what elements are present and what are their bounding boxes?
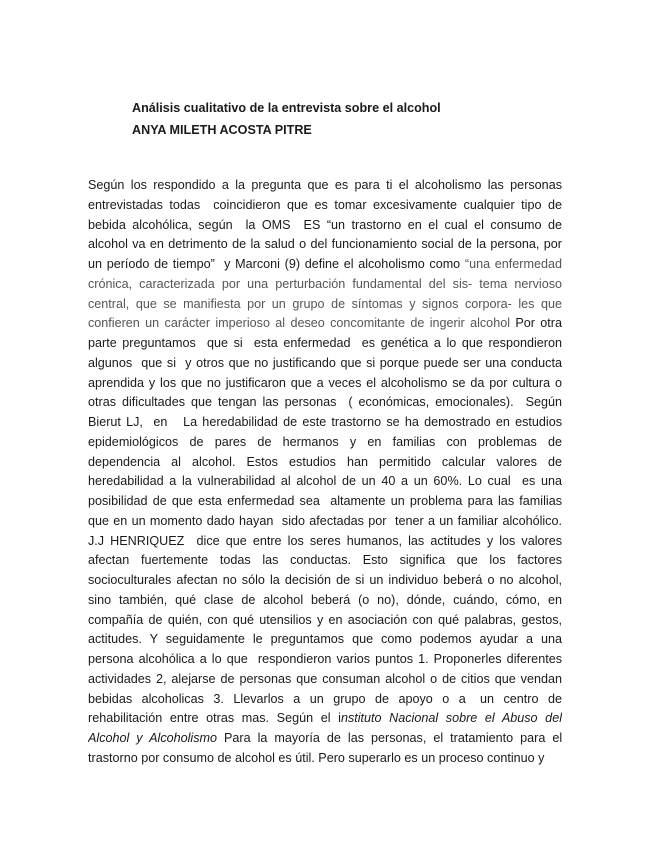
- text-line: [88, 591, 562, 611]
- text-line: [88, 453, 562, 473]
- text-line: [88, 492, 562, 512]
- text-line: [88, 235, 562, 255]
- text-segment: aprendida y los que no justificaron que a veces el alcoholismo se da por cultura o: [88, 375, 562, 390]
- document-header: [132, 97, 572, 141]
- text-line: [88, 512, 562, 532]
- text-segment: Por otra: [510, 316, 562, 331]
- text-segment: socioculturales afectan no sólo la decisión de si un individuo beberá o no alcohol,: [88, 573, 562, 587]
- quote-text-segment: central, que se manifiesta por un grupo de síntomas y signos corpora- les que: [88, 296, 562, 311]
- text-segment: Según los respondido a la pregunta que es para ti el alcoholismo las personas: [88, 178, 562, 192]
- text-line: [88, 374, 562, 394]
- text-segment: parte preguntamos que si esta enfermedad es genética a lo que respondieron: [88, 336, 562, 350]
- text-line: [88, 571, 562, 591]
- text-segment: alcohol va en detrimento de la salud o del funcionamiento social de la persona, por: [88, 237, 562, 252]
- italic-text-segment: nstituto Nacional sobre el Abuso del: [340, 711, 562, 726]
- document-author: ANYA MILETH ACOSTA PITRE: [132, 123, 312, 137]
- text-segment: trastorno por consumo de alcohol es útil. Pero superarlo es un proceso continuo y: [88, 750, 545, 765]
- text-segment: posibilidad de que esta enfermedad sea altamente un problema para las familias: [88, 494, 562, 508]
- text-line: [88, 650, 562, 670]
- text-line: [88, 532, 562, 552]
- text-segment: J.J HENRIQUEZ dice que entre los seres humanos, las actitudes y los valores: [88, 533, 562, 548]
- text-line: [88, 472, 562, 492]
- text-segment: sino también, qué clase de alcohol beberá (o no), dónde, cuándo, cómo, en: [88, 592, 562, 607]
- text-line: [88, 749, 562, 769]
- text-line: [88, 255, 562, 275]
- text-segment: dependencia al alcohol. Estos estudios han permitido calcular valores de: [88, 454, 562, 469]
- text-line: [88, 334, 562, 354]
- quote-text-segment: confieren un carácter imperioso al deseo concomitante de ingerir alcohol: [88, 316, 510, 331]
- text-segment: bebida alcohólica, según la OMS ES “un trastorno en el cual el consumo de: [88, 217, 562, 232]
- text-segment: otras dificultades que tengan las personas ( económicas, emocionales). Según: [88, 395, 562, 410]
- text-line: [88, 196, 562, 216]
- text-line: [88, 433, 562, 453]
- text-line: [88, 393, 562, 413]
- text-line: [88, 709, 562, 729]
- document-body-paragraph: [88, 176, 562, 769]
- text-line: [88, 216, 562, 236]
- quote-text-segment: crónica, caracterizada por una perturbación fundamental del sis- tema nervioso: [88, 276, 562, 291]
- text-segment: entrevistadas todas coincidieron que es tomar excesivamente cualquier tipo de: [88, 197, 562, 212]
- text-line: [88, 295, 562, 315]
- document-title: Análisis cualitativo de la entrevista sobre el alcohol: [132, 101, 441, 115]
- text-line: [88, 314, 562, 334]
- text-segment: persona alcohólica a lo que respondieron varios puntos 1. Proponerles diferentes: [88, 652, 562, 666]
- text-line: [88, 551, 562, 571]
- text-line: [88, 729, 562, 749]
- text-segment: Para la mayoría de las personas, el tratamiento para el: [217, 731, 562, 745]
- text-line: [88, 611, 562, 631]
- text-segment: algunos que si y otros que no justificando que si porque puede ser una conducta: [88, 355, 562, 370]
- text-line: [88, 176, 562, 196]
- text-segment: Bierut LJ, en La heredabilidad de este trastorno se ha demostrado en estudios: [88, 415, 562, 429]
- text-segment: compañía de quién, con qué utensilios y en asociación con qué palabras, gestos,: [88, 612, 562, 627]
- text-segment: rehabilitación entre otras mas. Según el i: [88, 711, 341, 726]
- text-segment: actitudes. Y seguidamente le preguntamos que como podemos ayudar a una: [88, 632, 562, 647]
- text-line: [88, 275, 562, 295]
- text-segment: afectan fuertemente todas las conductas. Esto significa que los factores: [88, 553, 562, 568]
- text-segment: epidemiológicos de pares de hermanos y en familias con problemas de: [88, 434, 562, 449]
- text-segment: un período de tiempo” y Marconi (9) define el alcoholismo como: [88, 257, 465, 271]
- text-segment: bebidas alcoholicas 3. Llevarlos a un grupo de apoyo o a un centro de: [88, 691, 562, 706]
- text-line: [88, 413, 562, 433]
- text-segment: heredabilidad a la vulnerabilidad al alcohol de un 40 a un 60%. Lo cual es una: [88, 474, 562, 489]
- italic-text-segment: Alcohol y Alcoholismo: [88, 731, 218, 745]
- quote-text-segment: “una enfermedad: [464, 257, 562, 271]
- text-segment: actividades 2, alejarse de personas que consuman alcohol o de citios que vendan: [88, 671, 562, 686]
- text-line: [88, 354, 562, 374]
- text-line: [88, 670, 562, 690]
- text-line: [88, 690, 562, 710]
- text-segment: que en un momento dado hayan sido afectadas por tener a un familiar alcohólico.: [88, 513, 562, 528]
- text-line: [88, 630, 562, 650]
